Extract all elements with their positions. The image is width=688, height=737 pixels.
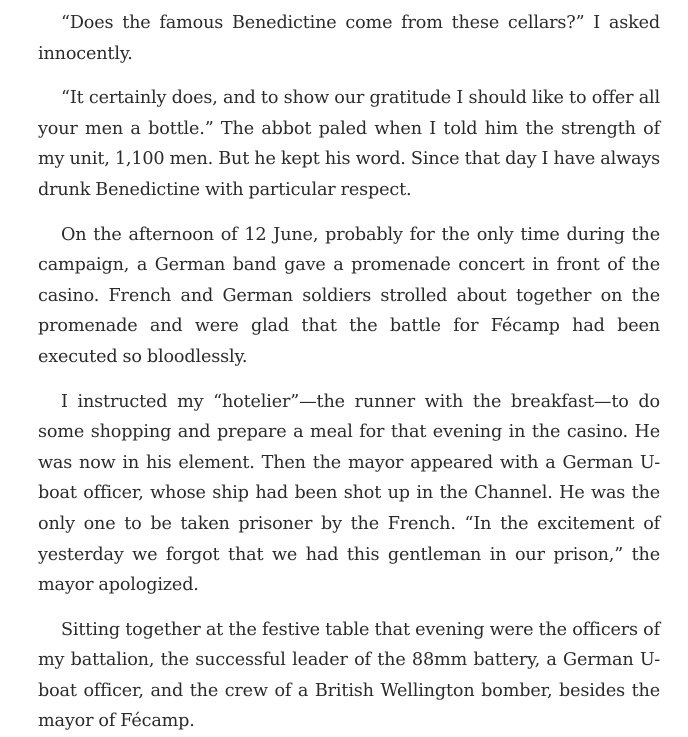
paragraph-4: I instructed my “hotelier”—the runner with the breakfast—to do some shopping and prepare a meal for that evening in the casino. He was now in his element. Then the mayor appeared with a German U-boat officer, whose ship had been shot up in the Channel. He was the only one to be taken prisoner by the French. “In the excitement of yesterday we forgot that we had this gentleman in our prison,” the mayor apologized. — [38, 391, 660, 596]
paragraph-3: On the afternoon of 12 June, probably for the only time during the campaign, a German band gave a promenade concert in front of the casino. French and German soldiers strolled about together on the promenade and were glad that the battle for Fécamp had been executed so bloodlessly. — [38, 224, 660, 367]
paragraph-1: “Does the famous Benedictine come from these cellars?” I asked innocently. — [38, 13, 660, 64]
paragraph-5: Sitting together at the festive table that evening were the officers of my battalion, the successful leader of the 88mm battery, a German U-boat officer, and the crew of a British Wellington bomber, besides the mayor of Fécamp. — [38, 619, 660, 732]
paragraph-2: “It certainly does, and to show our gratitude I should like to offer all your men a bottle.” The abbot paled when I told him the strength of my unit, 1,100 men. But he kept his word. Since that day I have always drunk Benedictine with particular respect. — [38, 88, 660, 200]
